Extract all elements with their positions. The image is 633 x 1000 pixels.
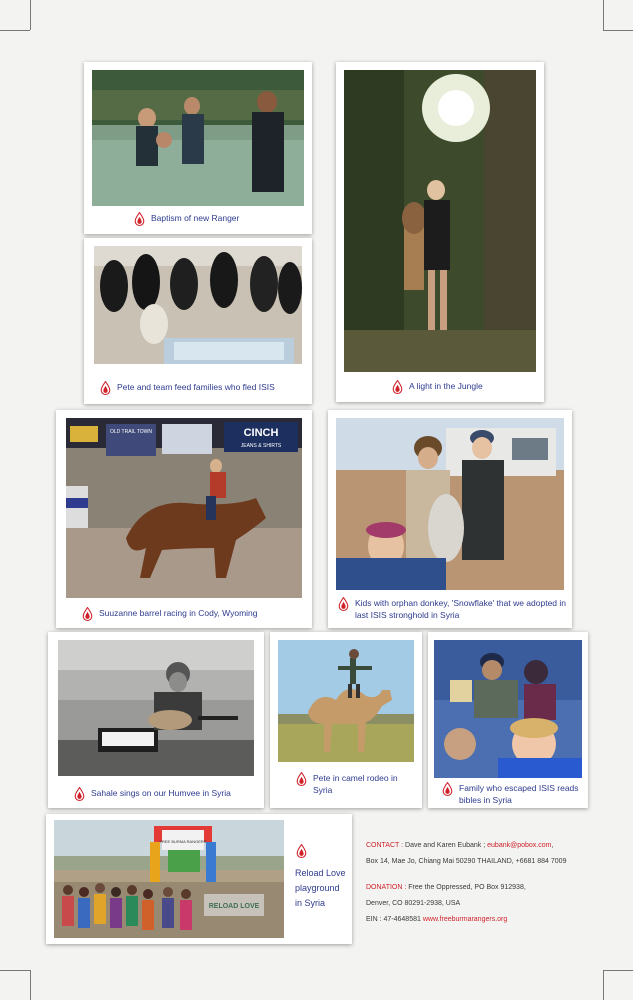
svg-text:OLD TRAIL TOWN: OLD TRAIL TOWN [109,429,153,435]
donation-address: Denver, CO 80291-2938, USA [366,900,461,907]
photo-card-baptism [84,62,312,234]
photo-feed [94,246,302,364]
website-link[interactable]: www.freeburmarangers.org [422,916,508,923]
photo-card-donkey [328,410,572,628]
drop-icon [100,381,111,395]
caption-camel: Pete in camel rodeo in Syria [296,772,416,796]
crop-mark-bottom-left [0,970,30,1000]
photo-playground [54,820,284,938]
photo-jungle [344,70,536,372]
contact-block [366,838,606,928]
caption-baptism: Baptism of new Ranger [134,212,304,226]
caption-family: Family who escaped ISIS reads bibles in Syria [442,782,582,806]
photo-barrel [66,418,302,598]
caption-jungle: A light in the Jungle [392,380,537,394]
photo-card-playground [46,814,352,944]
photo-sahale [58,640,254,776]
crop-mark-top-right [603,0,633,30]
crop-mark-bottom-right [603,970,633,1000]
drop-icon [338,597,349,611]
caption-feed: Pete and team feed families who fled ISIS [100,381,310,395]
ein-line [366,912,606,928]
ein-text: EIN : 47-4648581 [366,916,423,923]
caption-donkey: Kids with orphan donkey, 'Snowflake' that we adopted in last ISIS stronghold in Syria [338,597,566,621]
contact-email-suffix: , [551,842,554,849]
caption-barrel: Suuzanne barrel racing in Cody, Wyoming [82,607,310,621]
photo-card-jungle [336,62,544,402]
photo-card-feed [84,238,312,404]
donation-line [366,880,606,896]
drop-icon [296,844,307,858]
contact-address: Box 14, Mae Jo, Chiang Mai 50290 THAILAND, +6681 884 7009 [366,858,567,865]
drop-icon [82,607,93,621]
donation-text: Free the Oppressed, PO Box 912938, [406,884,526,891]
photo-donkey [336,418,564,590]
photo-family [434,640,582,778]
caption-sahale: Sahale sings on our Humvee in Syria [74,787,264,801]
svg-text:CINCH: CINCH [243,427,279,439]
photo-card-camel [270,632,422,808]
contact-line-1 [366,838,606,854]
drop-icon [442,782,453,796]
drop-icon [134,212,145,226]
donation-label: DONATION : [366,884,407,891]
crop-mark-top-left [0,0,30,30]
drop-icon [296,772,307,786]
photo-card-sahale [48,632,264,808]
caption-playground-text: Reload Love playground in Syria [295,868,346,908]
contact-names: Dave and Karen Eubank ; [403,842,488,849]
drop-icon [392,380,403,394]
photo-card-barrel [56,410,312,628]
contact-email-link[interactable]: eubank@pobox.com [487,842,552,849]
photo-baptism [92,70,304,206]
svg-text:FREE BURMA RANGERS: FREE BURMA RANGERS [159,839,207,844]
svg-text:JEANS & SHIRTS: JEANS & SHIRTS [240,443,282,449]
contact-spacer [366,870,606,880]
photo-camel [278,640,414,762]
photo-card-family [428,632,588,808]
drop-icon [74,787,85,801]
svg-text:RELOAD LOVE: RELOAD LOVE [208,903,260,910]
contact-label: CONTACT : [366,842,404,849]
